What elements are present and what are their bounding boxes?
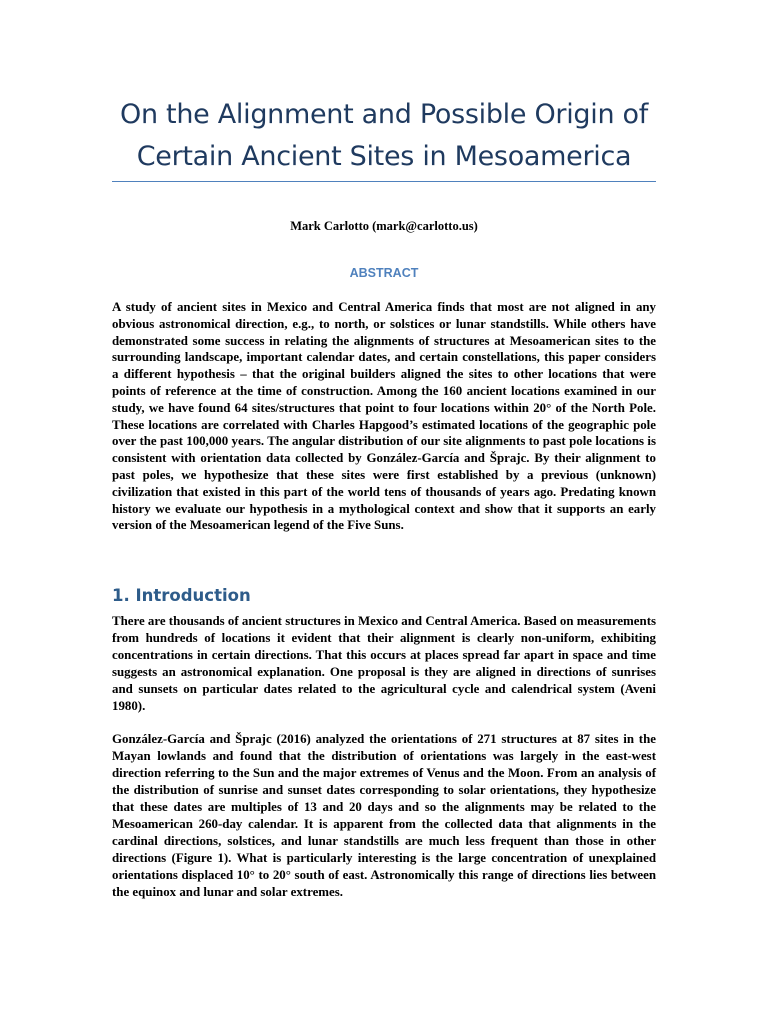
paper-title: On the Alignment and Possible Origin of Certain Ancient Sites in Mesoamerica (120, 99, 648, 172)
introduction-paragraph-1: There are thousands of ancient structures in Mexico and Central America. Based on measurements from hundreds of locations it evident that their alignment is clearly non-uniform, exhibiting concentrations in certain directions. That this occurs at places spread far apart in space and time suggests an astronomical explanation. One proposal is they are aligned in directions of sunrises and sunsets on particular dates related to the agricultural cycle and calendrical system (Aveni 1980). (112, 614, 656, 713)
author-line: Mark Carlotto (mark@carlotto.us) (290, 219, 478, 233)
title-divider (112, 181, 656, 182)
section-heading-introduction: 1. Introduction (112, 586, 251, 605)
abstract-heading: ABSTRACT (349, 266, 419, 280)
introduction-paragraph-2: González-García and Šprajc (2016) analyzed the orientations of 271 structures at 87 sites in the Mayan lowlands and found that the distribution of orientations was largely in the east-west direction referring to the Sun and the major extremes of Venus and the Moon. From an analysis of the distribution of sunrise and sunset dates corresponding to solar orientations, they hypothesize that these dates are multiples of 13 and 20 days and so the alignments may be related to the Mesoamerican 260-day calendar. It is apparent from the collected data that alignments in the cardinal directions, solstices, and lunar standstills are much less frequent than those in other directions (Figure 1). What is particularly interesting is the large concentration of unexplained orientations displaced 10° to 20° south of east. Astronomically this range of directions lies between the equinox and lunar and solar extremes. (112, 732, 656, 899)
abstract-body: A study of ancient sites in Mexico and Central America finds that most are not aligned in any obvious astronomical direction, e.g., to north, or solstices or lunar standstills. While others have demonstrated some success in relating the alignments of structures at Mesoamerican sites to the surrounding landscape, important calendar dates, and certain constellations, this paper considers a different hypothesis – that the original builders aligned the sites to other locations that were points of reference at the time of construction. Among the 160 ancient locations examined in our study, we have found 64 sites/structures that point to four locations within 20° of the North Pole. These locations are correlated with Charles Hapgood’s estimated locations of the geographic pole over the past 100,000 years. The angular distribution of our site alignments to past pole locations is consistent with orientation data collected by González-García and Šprajc. By their alignment to past poles, we hypothesize that these sites were first established by a previous (unknown) civilization that existed in this part of the world tens of thousands of years ago. Predating known history we evaluate our hypothesis in a mythological context and show that it supports an early version of the Mesoamerican legend of the Five Suns. (112, 300, 656, 533)
